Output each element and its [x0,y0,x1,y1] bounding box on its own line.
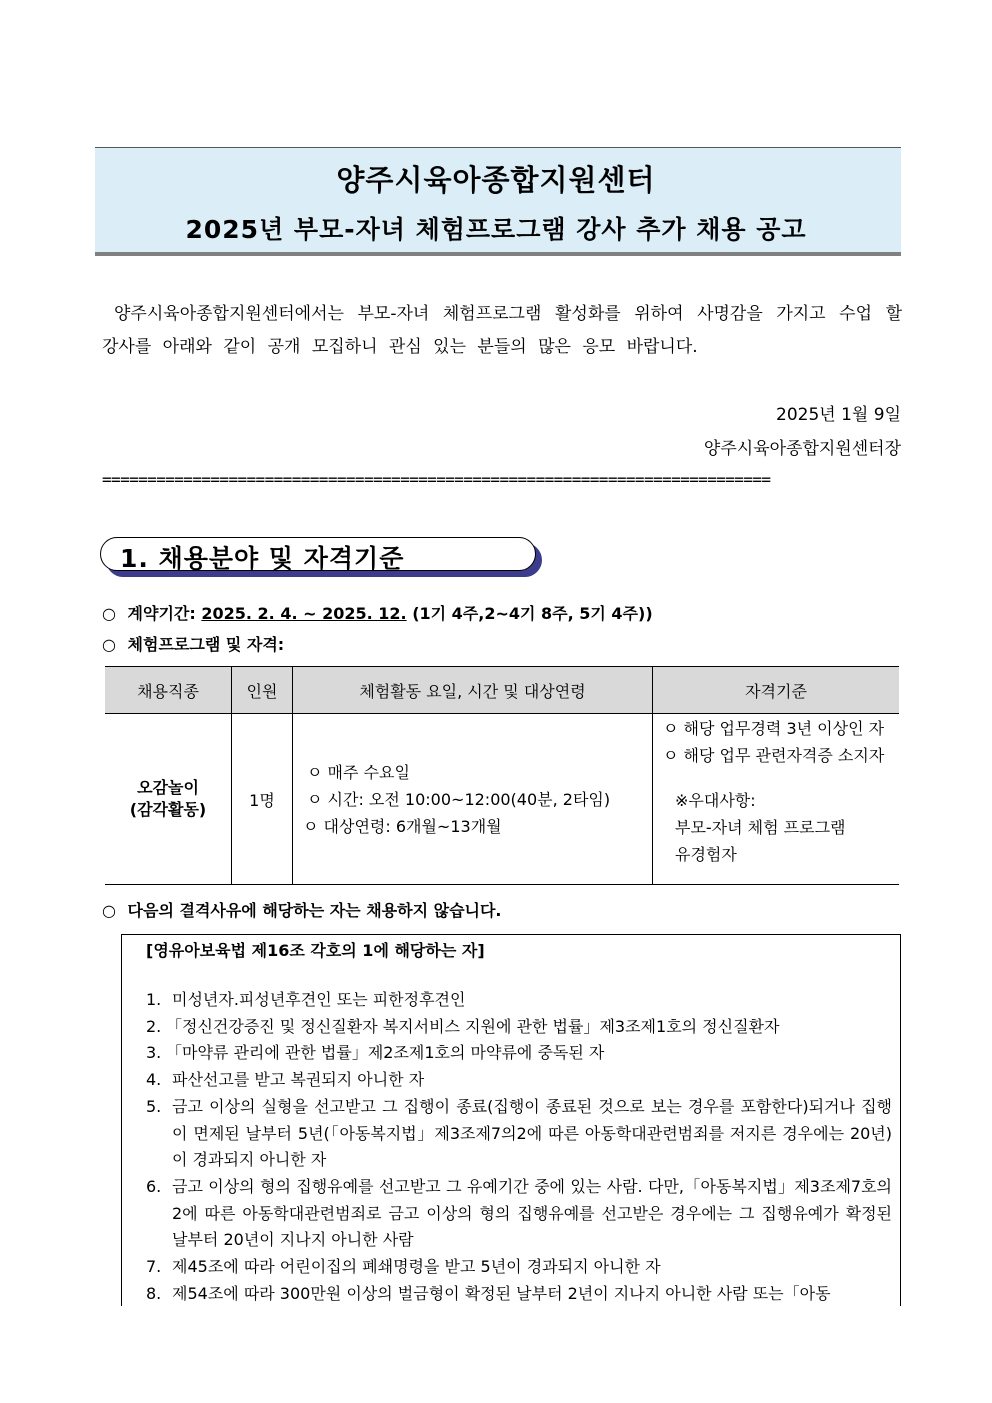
cell-job [105,714,232,885]
preference-text: 부모-자녀 체험 프로그램 [675,818,846,837]
circle-bullet-icon: ○ [102,604,116,623]
program-line [102,632,284,655]
activity-time: ㅇ 시간: 오전 10:00~12:00(40분, 2타임) [307,789,611,809]
table-header-row [105,667,899,714]
disqualify-label: 다음의 결격사유에 해당하는 자는 채용하지 않습니다. [127,901,502,920]
list-item [146,1254,892,1281]
item-text: 금고 이상의 형의 집행유예를 선고받고 그 유예기간 중에 있는 사람. 다만,「아동복지법」제3조제7호의2에 따른 아동학대관련범죄로 금고 이상의 형의 집행유예를 선고받은 경우에는 그 집행유예가 확정된 날부터 20년이 지나지 아니한 사람 [172,1176,892,1250]
item-number: 5. [146,1096,162,1116]
item-number: 4. [146,1070,162,1090]
preference-text-2: 유경험자 [675,845,737,864]
list-item [146,1094,892,1174]
requirement-spacer [663,769,898,787]
item-number: 7. [146,1257,162,1277]
list-item [146,1174,892,1254]
list-item [146,1067,892,1094]
circle-bullet-icon: ○ [102,635,116,654]
page-subtitle: 2025년 부모-자녀 체험프로그램 강사 추가 채용 공고 [185,215,807,244]
cell-count: 1명 [232,714,293,885]
item-text: 「마약류 관리에 관한 법률」제2조제1호의 마약류에 중독된 자 [166,1043,605,1063]
job-category: (감각활동) [129,800,207,819]
item-text: 금고 이상의 실형을 선고받고 그 집행이 종료(집행이 종료된 것으로 보는 경우를 포함한다)되거나 집행이 면제된 날부터 5년(「아동복지법」제3조제7의2에 따른 아동학대관련범죄를 저지른 경우에는 20년)이 경과되지 아니한 자 [172,1096,892,1170]
item-text: 제54조에 따라 300만원 이상의 벌금형이 확정된 날부터 2년이 지나지 아니한 사람 또는「아동 [172,1283,831,1303]
announcement-date: 2025년 1월 9일 [776,405,901,425]
requirement-experience: ㅇ 해당 업무경력 3년 이상인 자 [663,719,885,738]
item-text: 「정신건강증진 및 정신질환자 복지서비스 지원에 관한 법률」제3조제1호의 정신질환자 [166,1016,780,1036]
contract-period: 2025. 2. 4. ~ 2025. 12. [201,604,407,623]
intro-paragraph: 양주시육아종합지원센터에서는 부모-자녀 체험프로그램 활성화를 위하여 사명감을 가지고 수업 할 강사를 아래와 같이 공개 모집하니 관심 있는 분들의 많은 응모 바랍니다. [102,304,902,357]
circle-bullet-icon: ○ [102,901,116,920]
preference-label: ※우대사항: [675,791,756,810]
list-item [146,1014,892,1041]
requirement-license: ㅇ 해당 업무 관련자격증 소지자 [663,746,885,765]
activity-day: ㅇ 매주 수요일 [307,762,410,782]
list-item [146,987,892,1014]
item-number: 3. [146,1043,162,1063]
contract-period-line [102,601,653,624]
header-activity: 체험활동 요일, 시간 및 대상연령 [293,667,653,714]
header-job: 채용직종 [105,667,232,714]
item-text: 파산선고를 받고 복권되지 아니한 자 [172,1070,425,1090]
signer: 양주시육아종합지원센터장 [703,439,901,459]
contract-label: 계약기간: [127,604,196,623]
item-number: 2. [146,1016,162,1036]
law-heading: [영유아보육법 제16조 각호의 1에 해당하는 자] [146,941,485,960]
header-requirements: 자격기준 [653,667,900,714]
list-item [146,1040,892,1067]
program-label: 체험프로그램 및 자격: [127,635,285,654]
item-text: 미성년자.피성년후견인 또는 피한정후견인 [172,990,466,1009]
item-text: 제45조에 따라 어린이집의 폐쇄명령을 받고 5년이 경과되지 아니한 자 [172,1257,661,1277]
contract-note: (1기 4주,2~4기 8주, 5기 4주)) [412,604,653,623]
header-count: 인원 [232,667,293,714]
disqualify-line [102,898,502,921]
item-number: 8. [146,1283,162,1303]
qualification-table [105,666,899,885]
section-heading: 1. 채용분야 및 자격기준 [120,544,405,573]
divider-line: ========================================================================== [102,470,771,489]
activity-age: ㅇ 대상연령: 6개월~13개월 [303,816,502,836]
page-title: 양주시육아종합지원센터 [336,163,656,197]
list-item [146,1281,892,1308]
item-number: 1. [146,990,162,1009]
item-number: 6. [146,1176,162,1196]
table-row [105,714,899,885]
job-name: 오감놀이 [137,778,199,797]
disqualification-list [146,987,892,1307]
cell-activity [293,714,653,885]
cell-requirements [653,714,900,885]
